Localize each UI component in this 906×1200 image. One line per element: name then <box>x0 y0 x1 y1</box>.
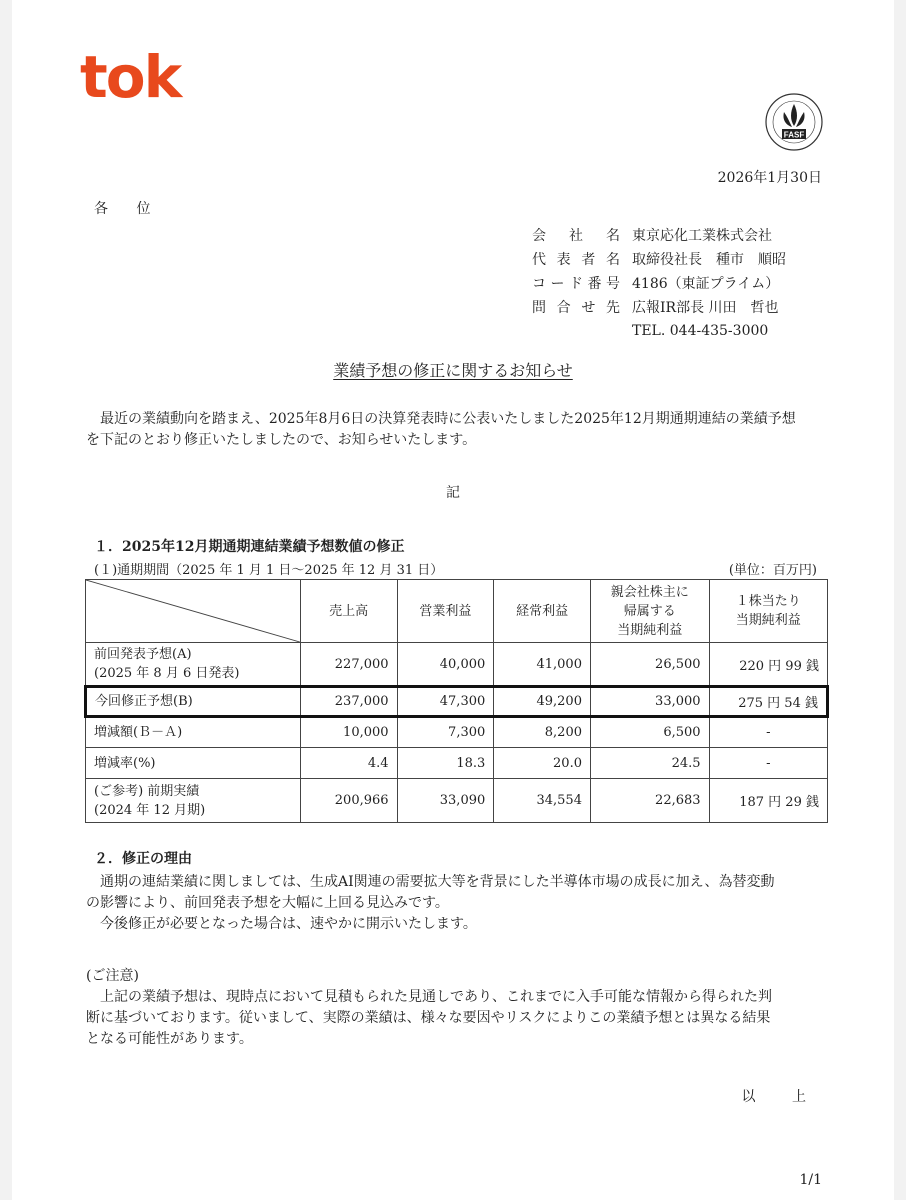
cell-value: 33,000 <box>655 694 701 709</box>
value-cell <box>590 748 709 779</box>
table-corner-cell <box>86 580 301 643</box>
cell-value: 227,000 <box>334 656 389 672</box>
notice-block <box>86 966 836 1050</box>
sender-row <box>532 223 786 247</box>
value-cell <box>397 748 494 779</box>
value-cell <box>494 717 591 748</box>
section1-heading: １．2025年12月期通期連結業績予想数値の修正 <box>94 539 405 555</box>
cell-value: 18.3 <box>456 755 486 771</box>
column-header <box>590 580 709 643</box>
closing-mark: 以 上 <box>741 1089 822 1105</box>
column-header <box>494 580 591 643</box>
cell-value: 200,966 <box>334 793 389 808</box>
value-cell <box>300 717 397 748</box>
sender-value: 取締役社長 種市 順昭 <box>632 252 786 268</box>
row-label: 今回修正予想(B) <box>95 694 193 709</box>
notice-heading: (ご注意) <box>86 968 139 984</box>
cell-value: 8,200 <box>544 725 582 740</box>
cell-value: 7,300 <box>448 725 486 740</box>
column-header-label: 経常利益 <box>516 603 569 619</box>
cell-value: 22,683 <box>655 793 701 808</box>
sender-value: 東京応化工業株式会社 <box>632 228 772 244</box>
row-label-cell <box>86 643 301 687</box>
column-header-label: 売上高 <box>329 603 369 619</box>
sender-value: TEL. 044-435-3000 <box>632 323 769 339</box>
sender-info <box>532 223 786 343</box>
cell-value: 187 円 29 銭 <box>739 795 819 810</box>
forecast-table <box>84 579 829 823</box>
section2-heading: ２．修正の理由 <box>94 851 192 867</box>
cell-value: 20.0 <box>553 755 582 771</box>
cell-value: 41,000 <box>536 656 582 672</box>
row-label: (ご参考) 前期実績 (2024 年 12 月期) <box>94 783 206 818</box>
cell-value: 237,000 <box>334 694 389 709</box>
issue-date: 2026年1月30日 <box>717 170 822 186</box>
column-header-label: 親会社株主に 帰属する 当期純利益 <box>610 584 689 638</box>
table-row <box>86 687 828 717</box>
addressee: 各 位 <box>94 201 163 217</box>
value-cell <box>590 717 709 748</box>
value-cell <box>300 779 397 823</box>
reason-paragraph <box>86 872 836 935</box>
value-cell <box>494 748 591 779</box>
reason-line: の影響により、前回発表予想を大幅に上回る見込みです。 <box>86 895 449 911</box>
cell-value: 220 円 99 銭 <box>739 658 819 674</box>
value-cell <box>494 779 591 823</box>
row-label-cell <box>86 748 301 779</box>
cell-value: 49,200 <box>536 694 582 709</box>
table-row <box>86 748 828 779</box>
value-cell <box>397 643 494 687</box>
fasf-seal-icon <box>764 92 824 152</box>
column-header <box>709 580 827 643</box>
row-label: 増減額(Ｂ－Ａ) <box>94 725 183 740</box>
value-cell <box>590 779 709 823</box>
cell-value: - <box>766 755 771 771</box>
sender-row <box>532 271 786 295</box>
page-number: 1/1 <box>799 1172 822 1188</box>
sender-row <box>532 247 786 271</box>
value-cell <box>494 687 591 717</box>
ki-mark: 記 <box>446 485 460 501</box>
cell-value: 275 円 54 銭 <box>738 696 818 711</box>
value-cell <box>300 687 397 717</box>
cell-value: 33,090 <box>439 793 486 808</box>
sender-row <box>532 295 786 319</box>
notice-line: 上記の業績予想は、現時点において見積もられた見通しであり、これまでに入手可能な情報から得られた判 <box>100 989 772 1005</box>
row-label: 前回発表予想(A) (2025 年 8 月 6 日発表) <box>94 647 240 681</box>
row-label-cell <box>86 717 301 748</box>
sender-label: コード番号 <box>532 276 620 292</box>
cell-value: 47,300 <box>439 694 486 709</box>
row-label-cell <box>86 779 301 823</box>
sender-label: 会 社 名 <box>532 228 620 244</box>
cell-value: 10,000 <box>343 725 389 740</box>
sender-label: 代 表 者 名 <box>532 252 620 268</box>
value-cell <box>590 687 709 717</box>
diagonal-line <box>86 580 300 642</box>
value-cell <box>300 643 397 687</box>
sender-label: 問 合 せ 先 <box>532 300 620 316</box>
value-cell <box>397 779 494 823</box>
table-row <box>86 779 828 823</box>
value-cell <box>397 687 494 717</box>
document-page <box>12 0 894 1200</box>
cell-value: 4.4 <box>367 755 389 771</box>
table-row <box>86 717 828 748</box>
reason-line: 通期の連結業績に関しましては、生成AI関連の需要拡大等を背景にした半導体市場の成長に加え、為替変動 <box>100 874 775 890</box>
reason-line: 今後修正が必要となった場合は、速やかに開示いたします。 <box>100 916 477 932</box>
sender-value: 広報IR部長 川田 哲也 <box>632 300 779 316</box>
notice-line: 断に基づいております。従いまして、実際の業績は、様々な要因やリスクによりこの業績予想とは異なる結果 <box>86 1010 771 1026</box>
column-header-label: 営業利益 <box>419 603 472 619</box>
value-cell <box>709 687 827 717</box>
sender-value: 4186（東証プライム） <box>632 276 780 292</box>
value-cell <box>590 643 709 687</box>
cell-value: 40,000 <box>439 656 486 672</box>
value-cell <box>397 717 494 748</box>
table-row <box>86 643 828 687</box>
column-header-label: １株当たり 当期純利益 <box>735 594 801 628</box>
company-logo: tok <box>80 43 181 111</box>
value-cell <box>300 748 397 779</box>
value-cell <box>709 779 827 823</box>
document-title: 業績予想の修正に関するお知らせ <box>333 361 573 380</box>
fasf-badge-label: FASF <box>783 130 805 140</box>
value-cell <box>709 717 827 748</box>
table-header-row <box>86 580 828 643</box>
notice-line: となる可能性があります。 <box>86 1031 253 1047</box>
sender-row <box>532 319 786 343</box>
column-header <box>397 580 494 643</box>
intro-paragraph <box>86 409 836 451</box>
intro-line: 最近の業績動向を踏まえ、2025年8月6日の決算発表時に公表いたしました2025年12月期通期連結の業績予想 <box>100 411 796 427</box>
value-cell <box>709 643 827 687</box>
cell-value: 26,500 <box>655 656 701 672</box>
row-label: 増減率(%) <box>94 755 156 771</box>
column-header <box>300 580 397 643</box>
intro-line: を下記のとおり修正いたしましたので、お知らせいたします。 <box>86 432 477 448</box>
value-cell <box>709 748 827 779</box>
value-cell <box>494 643 591 687</box>
period-label: (１)通期期間（2025 年 1 月 1 日～2025 年 12 月 31 日） <box>94 563 444 578</box>
cell-value: 34,554 <box>536 793 582 808</box>
unit-label: (単位：百万円) <box>728 563 817 578</box>
cell-value: 6,500 <box>663 725 701 740</box>
cell-value: - <box>766 725 771 740</box>
row-label-cell <box>86 687 301 717</box>
cell-value: 24.5 <box>671 755 701 771</box>
